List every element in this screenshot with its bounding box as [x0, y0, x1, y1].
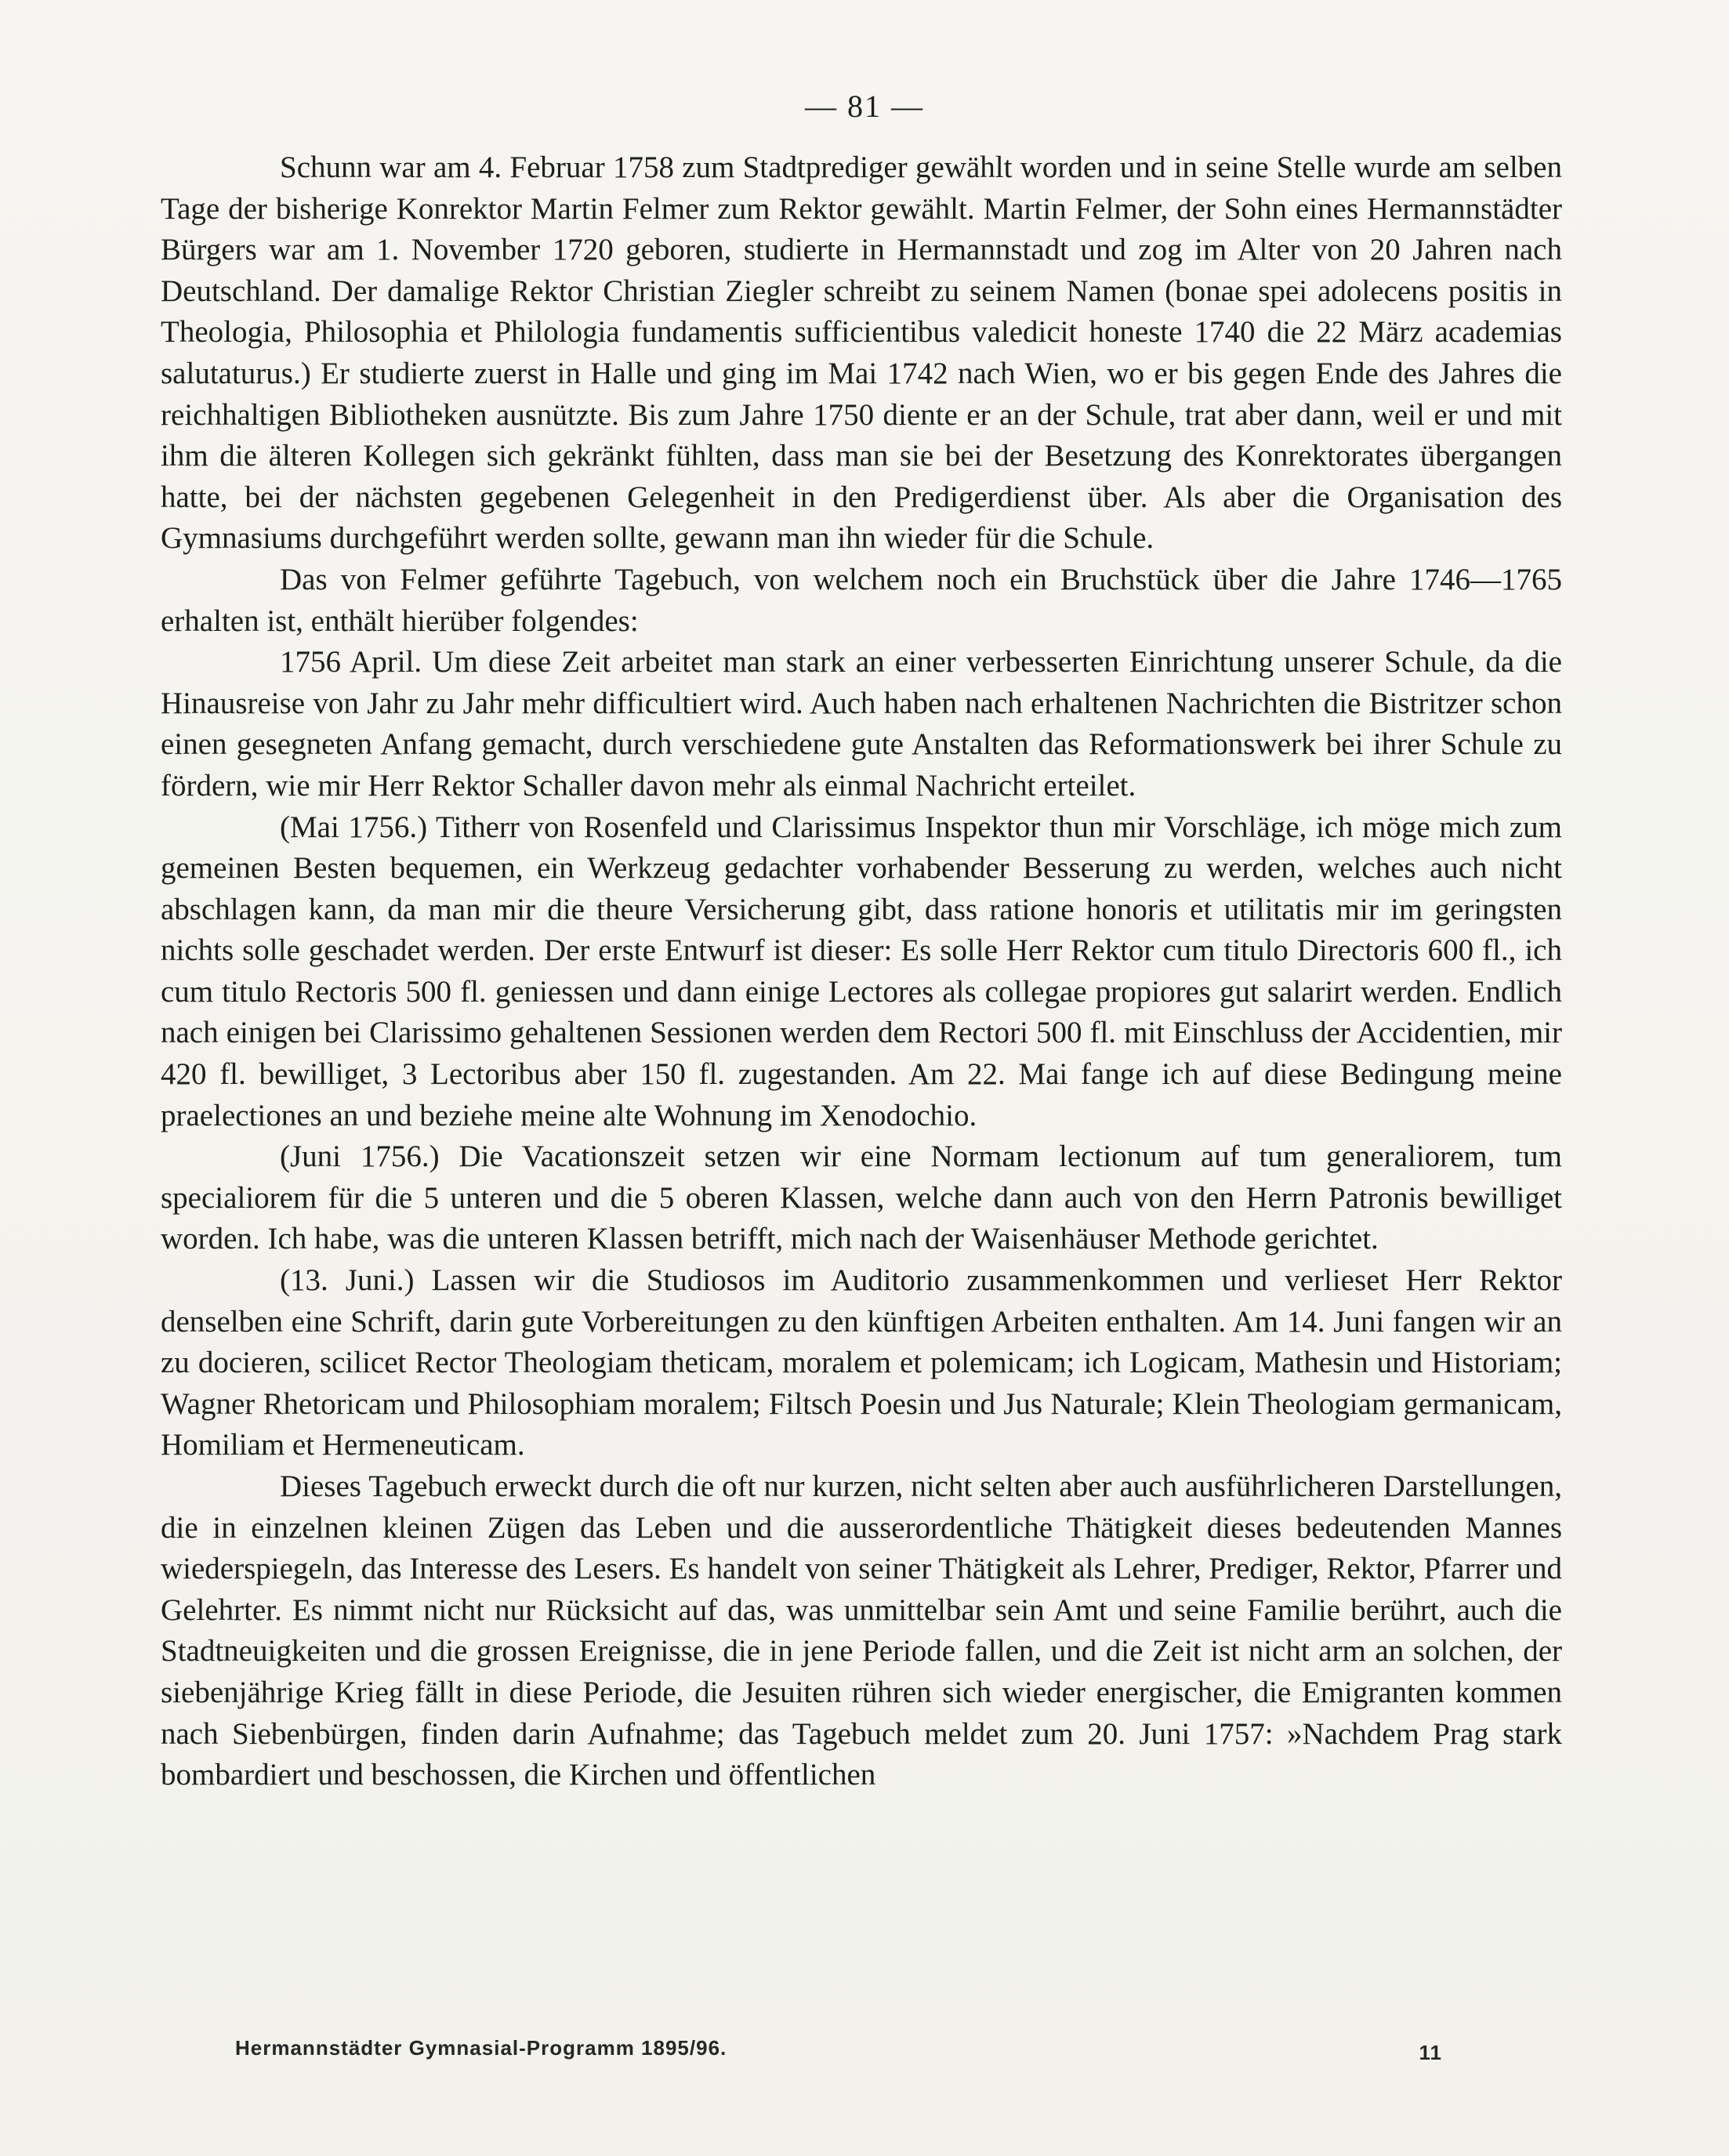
paragraph-felmer-biography: Schunn war am 4. Februar 1758 zum Stadtprediger gewählt worden und in seine Stelle wurde am selben Tage der bisherige Konrektor Martin Felmer zum Rektor gewählt. Martin Felmer, der Sohn eines Hermannstädter Bürgers war am 1. November 1720 geboren, studierte in Hermannstadt und zog im Alter von 20 Jahren nach Deutschland. Der damalige Rektor Christian Ziegler schreibt zu seinem Namen (bonae spei adolecens positis in Theologia, Philosophia et Philologia fundamentis sufficientibus valedicit honeste 1740 die 22 März academias salutaturus.) Er studierte zuerst in Halle und ging im Mai 1742 nach Wien, wo er bis gegen Ende des Jahres die reichhaltigen Bibliotheken ausnützte. Bis zum Jahre 1750 diente er an der Schule, trat aber dann, weil er und mit ihm die älteren Kollegen sich gekränkt fühlten, dass man sie bei der Besetzung des Konrektorates übergangen hatte, bei der nächsten gegebenen Gelegenheit in den Predigerdienst über. Als aber die Organisation des Gymnasiums durchgeführt werden sollte, gewann man ihn wieder für die Schule.	[161, 150, 1562, 556]
paragraph-diary-13-june: (13. Juni.) Lassen wir die Studiosos im Auditorio zusammenkommen und verlieset Herr Rektor denselben eine Schrift, darin gute Vorbereitungen zu den künftigen Arbeiten enthalten. Am 14. Juni fangen wir an zu docieren, scilicet Rector Theologiam theticam, moralem et polemicam; ich Logicam, Mathesin und Historiam; Wagner Rhetoricam und Philosophiam moralem; Filtsch Poesin und Jus Naturale; Klein Theologiam germanicam, Homiliam et Hermeneuticam.	[161, 1263, 1562, 1462]
paragraph-diary-june-1756: (Juni 1756.) Die Vacationszeit setzen wir eine Normam lectionum auf tum generaliorem, tum specialiorem für die 5 unteren und die 5 oberen Klassen, welche dann auch von den Herrn Patronis bewilliget worden. Ich habe, was die unteren Klassen betrifft, mich nach der Waisenhäuser Methode gerichtet.	[161, 1140, 1562, 1256]
paragraph-diary-assessment: Dieses Tagebuch erweckt durch die oft nur kurzen, nicht selten aber auch ausführlicheren Darstellungen, die in einzelnen kleinen Zügen das Leben und die ausserordentliche Thätigkeit dieses bedeutenden Mannes wiederspiegeln, das Interesse des Lesers. Es handelt von seiner Thätigkeit als Lehrer, Prediger, Rektor, Pfarrer und Gelehrter. Es nimmt nicht nur Rücksicht auf das, was unmittelbar sein Amt und seine Familie berührt, auch die Stadtneuigkeiten und die grossen Ereignisse, die in jene Periode fallen, und die Zeit ist nicht arm an solchen, der siebenjährige Krieg fällt in diese Periode, die Jesuiten rühren sich wieder energischer, die Emigranten kommen nach Siebenbürgen, finden darin Aufnahme; das Tagebuch meldet zum 20. Juni 1757: »Nachdem Prag stark bombardiert und beschossen, die Kirchen und öffentlichen	[161, 1469, 1563, 1792]
footer-sheet-number: 11	[1419, 2041, 1442, 2064]
page-number: — 81 —	[805, 89, 924, 124]
paragraph-diary-may-1756: (Mai 1756.) Titherr von Rosenfeld und Clarissimus Inspektor thun mir Vorschläge, ich möge mich zum gemeinen Besten bequemen, ein Werkzeug gedachter vorhabender Besserung zu werden, welches auch nicht abschlagen kann, da man mir die theure Versicherung gibt, dass ratione honoris et utilitatis mir im geringsten nichts solle geschadet werden. Der erste Entwurf ist dieser: Es solle Herr Rektor cum titulo Directoris 600 fl., ich cum titulo Rectoris 500 fl. geniessen und dann einige Lectores als collegae propiores gut salarirt werden. Endlich nach einigen bei Clarissimo gehaltenen Sessionen werden dem Rectori 500 fl. mit Einschluss der Accidentien, mir 420 fl. bewilliget, 3 Lectoribus aber 150 fl. zugestanden. Am 22. Mai fange ich auf diese Bedingung meine praelectiones an und beziehe meine alte Wohnung im Xenodochio.	[161, 810, 1562, 1132]
page-footer	[235, 2036, 1442, 2067]
paragraph-diary-april-1756: 1756 April. Um diese Zeit arbeitet man stark an einer verbesserten Einrichtung unserer Schule, da die Hinausreise von Jahr zu Jahr mehr difficultiert wird. Auch haben nach erhaltenen Nachrichten die Bistritzer schon einen gesegneten Anfang gemacht, durch verschiedene gute Anstalten das Reformationswerk bei ihrer Schule zu fördern, wie mir Herr Rektor Schaller davon mehr als einmal Nachricht erteilet.	[161, 645, 1562, 803]
body-text	[161, 147, 1562, 1796]
paragraph-diary-intro: Das von Felmer geführte Tagebuch, von welchem noch ein Bruchstück über die Jahre 1746—1765 erhalten ist, enthält hierüber folgendes:	[161, 562, 1562, 638]
footer-publication-title: Hermannstädter Gymnasial-Programm 1895/96.	[235, 2036, 727, 2060]
